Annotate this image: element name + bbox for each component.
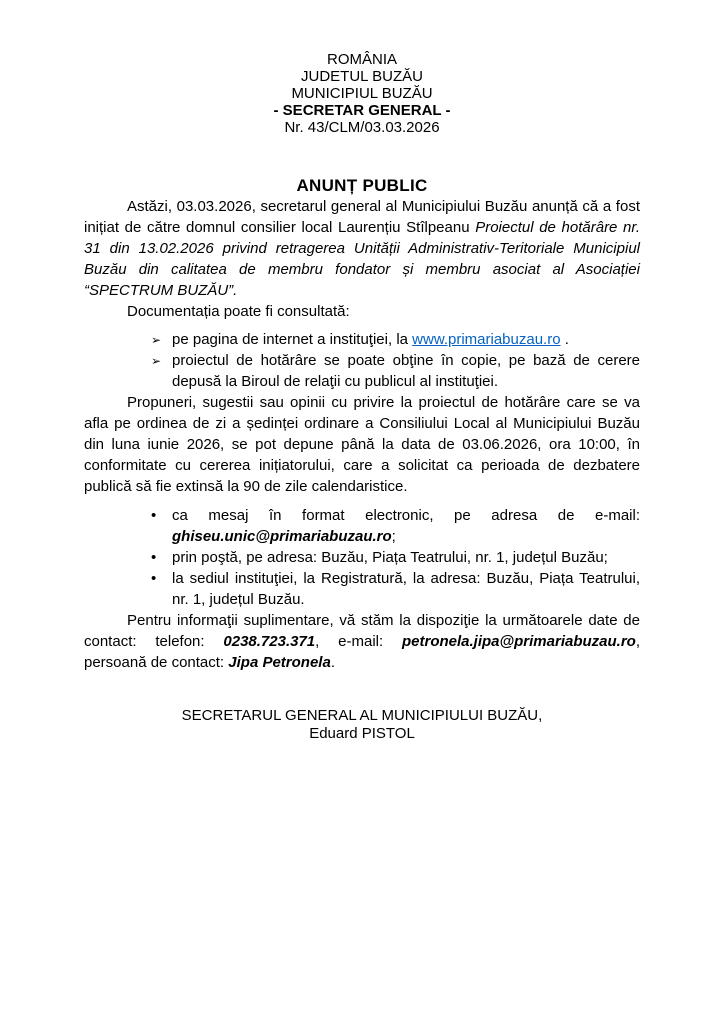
consultation-lead: Documentația poate fi consultată:: [127, 303, 350, 320]
document-header: [84, 51, 640, 136]
consultation-item-text: proiectul de hotărâre se poate obţine în copie, pe bază de cerere depusă la Biroul de relaţii cu publicul al instituţiei.: [172, 352, 640, 390]
bullet-icon: •: [151, 507, 157, 524]
bullet-icon: •: [151, 549, 157, 566]
header-county: JUDETUL BUZĂU: [301, 68, 423, 85]
channel-text-after: ;: [391, 528, 396, 545]
signature-name: Eduard PISTOL: [309, 725, 415, 742]
consultation-item-text-after: .: [560, 331, 569, 348]
list-item: [151, 350, 640, 392]
channel-text: ca mesaj în format electronic, pe adresa de e-mail:: [172, 507, 640, 524]
signature-role: SECRETARUL GENERAL AL MUNICIPIULUI BUZĂU,: [181, 707, 543, 724]
header-municipality: MUNICIPIUL BUZĂU: [291, 85, 433, 102]
submission-channels-list: [84, 505, 640, 610]
consultation-list: [84, 329, 640, 392]
intro-text: Astăzi, 03.03.2026, secretarul general al Municipiului Buzău anunță că a fost inițiat de către domnul consilier local Laurențiu Stîlpeanu: [84, 198, 640, 236]
header-office: - SECRETAR GENERAL -: [273, 102, 451, 119]
contact-text: , persoană de contact:: [84, 633, 640, 671]
submission-email: ghiseu.unic@primariabuzau.ro: [172, 528, 392, 545]
arrow-bullet-icon: ➢: [151, 333, 162, 347]
contact-email: petronela.jipa@primariabuzau.ro: [401, 633, 636, 650]
list-item: [151, 329, 640, 350]
contact-paragraph: [84, 610, 640, 673]
website-link[interactable]: www.primariabuzau.ro: [412, 331, 561, 348]
channel-text: prin poştă, pe adresa: Buzău, Piața Teatrului, nr. 1, județul Buzău;: [172, 549, 608, 566]
contact-phone: 0238.723.371: [223, 633, 316, 650]
list-item: [151, 547, 640, 568]
arrow-bullet-icon: ➢: [151, 354, 162, 368]
consultation-item-text: pe pagina de internet a instituţiei, la: [172, 331, 413, 348]
page-title: ANUNȚ PUBLIC: [296, 176, 428, 195]
header-registration-number: Nr. 43/CLM/03.03.2026: [284, 119, 440, 136]
header-country: ROMÂNIA: [326, 51, 397, 68]
list-item: [151, 568, 640, 610]
contact-person: Jipa Petronela: [228, 654, 331, 671]
channel-text: la sediul instituţiei, la Registratură, la adresa: Buzău, Piața Teatrului, nr. 1, județul Buzău.: [172, 570, 640, 608]
intro-paragraph: [84, 196, 640, 301]
contact-text: Pentru informaţii suplimentare, vă stăm la dispoziţie la următoarele date de contact: telefon:: [84, 612, 640, 650]
bullet-icon: •: [151, 570, 157, 587]
contact-text: .: [330, 654, 335, 671]
signature-block: [84, 707, 640, 743]
contact-text: , e-mail:: [315, 633, 402, 650]
list-item: [151, 505, 640, 547]
intro-draft-decision-title: Proiectul de hotărâre nr. 31 din 13.02.2026 privind retragerea Unității Administrativ-Teritoriale Municipiul Buzău din calitatea de membru fondator și membru asociat al Asociației “SPECTRUM BUZĂU”.: [84, 219, 640, 299]
proposals-paragraph: Propuneri, sugestii sau opinii cu privire la proiectul de hotărâre care se va afla pe ordinea de zi a ședinței ordinare a Consiliului Local al Municipiului Buzău din luna iunie 2026, se pot depune până la data de 03.06.2026, ora 10:00, în conformitate cu cererea inițiatorului, care a solicitat ca perioada de dezbatere publică să fie extinsă la 90 de zile calendaristice.: [84, 394, 640, 495]
